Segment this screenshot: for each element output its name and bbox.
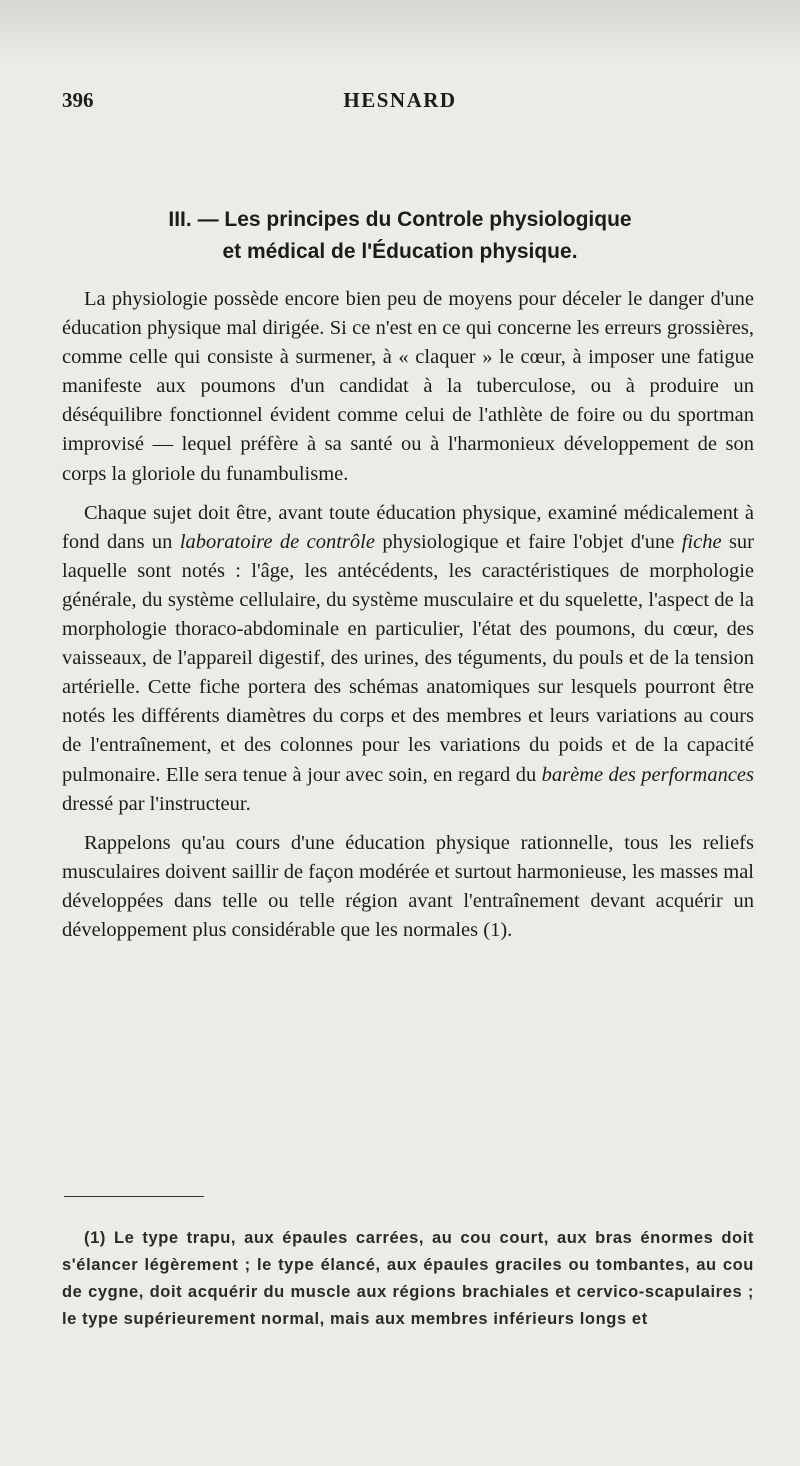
footnote-divider <box>64 1196 204 1197</box>
body-text <box>62 285 754 955</box>
paragraph-2-italic-2: fiche <box>681 530 722 553</box>
section-heading-line-1: III. — Les principes du Controle physiologique <box>168 208 632 231</box>
page-edge-shadow <box>0 0 800 60</box>
section-heading <box>100 204 700 268</box>
page-header <box>62 88 738 118</box>
footnote: (1) Le type trapu, aux épaules carrées, au cou court, aux bras énormes doit s'élancer légèrement ; le type élancé, aux épaules graciles ou tombantes, au cou de cygne, doit acquérir du muscle aux régions brachiales et cervico-scapulaires ; le type supérieurement normal, mais aux membres inférieurs longs et <box>62 1228 754 1328</box>
paragraph-2-text-2: physiologique et faire l'objet d'une <box>374 530 682 553</box>
paragraph-2-text-1: Chaque sujet doit être, avant toute éducation physique, examiné médicalement à fond dans un <box>62 501 754 553</box>
paragraph-2-italic-1: laboratoire de contrôle <box>179 530 375 553</box>
paragraph-1: La physiologie possède encore bien peu de moyens pour déceler le danger d'une éducation physique mal dirigée. Si ce n'est en ce qui concerne les erreurs grossières, comme celle qui consiste à surmener, à « claquer » le cœur, à imposer une fatigue manifeste aux poumons d'un candidat à la tuberculose, ou à produire un déséquilibre fonctionnel évident comme celui de l'athlète de foire ou du sportman improvisé — lequel préfère à sa santé ou à l'harmonieux développement de son corps la gloriole du funambulisme. <box>62 288 754 485</box>
page-number: 396 <box>62 88 94 112</box>
paragraph-2 <box>62 499 754 819</box>
paragraph-2-text-3: sur laquelle sont notés : l'âge, les antécédents, les caractéristiques de morphologie générale, du système cellulaire, du système musculaire et du squelette, l'aspect de la morphologie thoraco-abdominale en particulier, l'état des poumons, du cœur, des vaisseaux, de l'appareil digestif, des urines, des téguments, du pouls et de la tension artérielle. Cette fiche portera des schémas anatomiques sur lesquels pourront être notés les différents diamètres du corps et des membres et leurs variations au cours de l'entraînement, et des colonnes pour les variations du poids et de la capacité pulmonaire. Elle sera tenue à jour avec soin, en regard du <box>62 530 755 786</box>
paragraph-2-text-4: dressé par l'instructeur. <box>62 792 251 815</box>
paragraph-3: Rappelons qu'au cours d'une éducation physique rationnelle, tous les reliefs musculaires doivent saillir de façon modérée et surtout harmonieuse, les masses mal développées dans telle ou telle région avant l'entraînement devant acquérir un développement plus considérable que les normales (1). <box>62 831 754 941</box>
section-heading-line-2: et médical de l'Éducation physique. <box>222 240 578 263</box>
running-head: HESNARD <box>343 88 457 112</box>
paragraph-2-italic-3: barème des performances <box>541 763 754 786</box>
